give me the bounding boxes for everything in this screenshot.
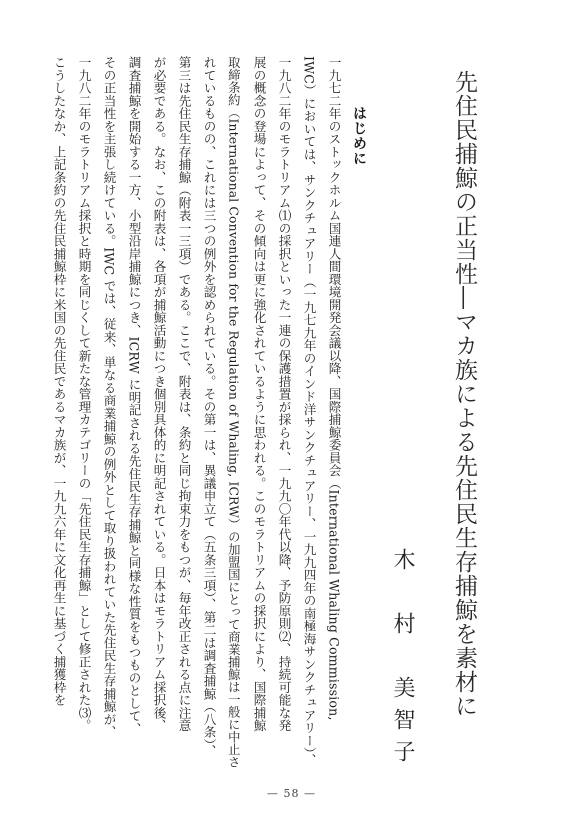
body-text-line: IWC）においては、サンクチュアリー（一九七九年のインド洋サンクチュアリー、一九九四年の南極海サンクチュアリー）、 bbox=[301, 56, 317, 767]
body-text-line: 一九八二年のモラトリアム採択と時期を同じくして新たな管理カテゴリーの「先住民生存捕鯨」として修正された⑶。 bbox=[76, 56, 92, 732]
body-text-line: 第三は先住民生存捕鯨（附表一三項）である。ここで、附表は、条約と同じ拘束力をもつが、毎年改正される点に注意 bbox=[176, 56, 192, 732]
body-text-line: れているものの、これには三つの例外を認められている。その第一は、異議申立て（五条三項）、第二は調査捕鯨（八条）、 bbox=[201, 56, 217, 758]
page-number: — 58 — bbox=[267, 787, 316, 800]
article-author: 木 村 美智子 bbox=[390, 548, 415, 772]
body-text-line: 調査捕鯨を開始する一方、小型沿岸捕鯨につき、ICRW に明記される先住民生存捕鯨と同様な性質をもつものとして、 bbox=[126, 56, 142, 736]
article-title: 先住民捕鯨の正当性―マカ族による先住民生存捕鯨を素材に bbox=[451, 70, 477, 718]
body-text-line: 一九七二年のストックホルム国連人間環境開発会議以降、国際捕鯨委員会（International Whaling Commission, bbox=[326, 56, 342, 721]
body-text-line: その正当性を主張し続けている。IWC では、従来、単なる商業捕鯨の例外として取り扱われていた先住民生存捕鯨が、 bbox=[101, 56, 117, 739]
body-text-line: こうしたなか、上記条約の先住民捕鯨枠に米国の先住民であるマカ族が、一九九六年に文化再生に基づく捕獲枠を bbox=[51, 56, 67, 707]
body-text-line: 展の概念の登場によって、その傾向は更に強化されているように思われる。このモラトリアムの採択により、国際捕鯨 bbox=[251, 56, 267, 732]
body-text-line: が必要である。なお、この附表は、各項が捕鯨活動につき個別具体的に明記されている。日本はモラトリアム採択後、 bbox=[151, 56, 167, 732]
section-heading: はじめに bbox=[351, 106, 367, 166]
body-text-line: 取締条約（International Convention for the Regulation of Whaling, ICRW）の加盟国にとって商業捕鯨は一般に中止さ bbox=[226, 56, 241, 769]
body-text-line: 一九八二年のモラトリアム⑴の採択といった一連の保護措置が採られ、一九九〇年代以降、予防原則⑵、持続可能な発 bbox=[276, 56, 292, 732]
